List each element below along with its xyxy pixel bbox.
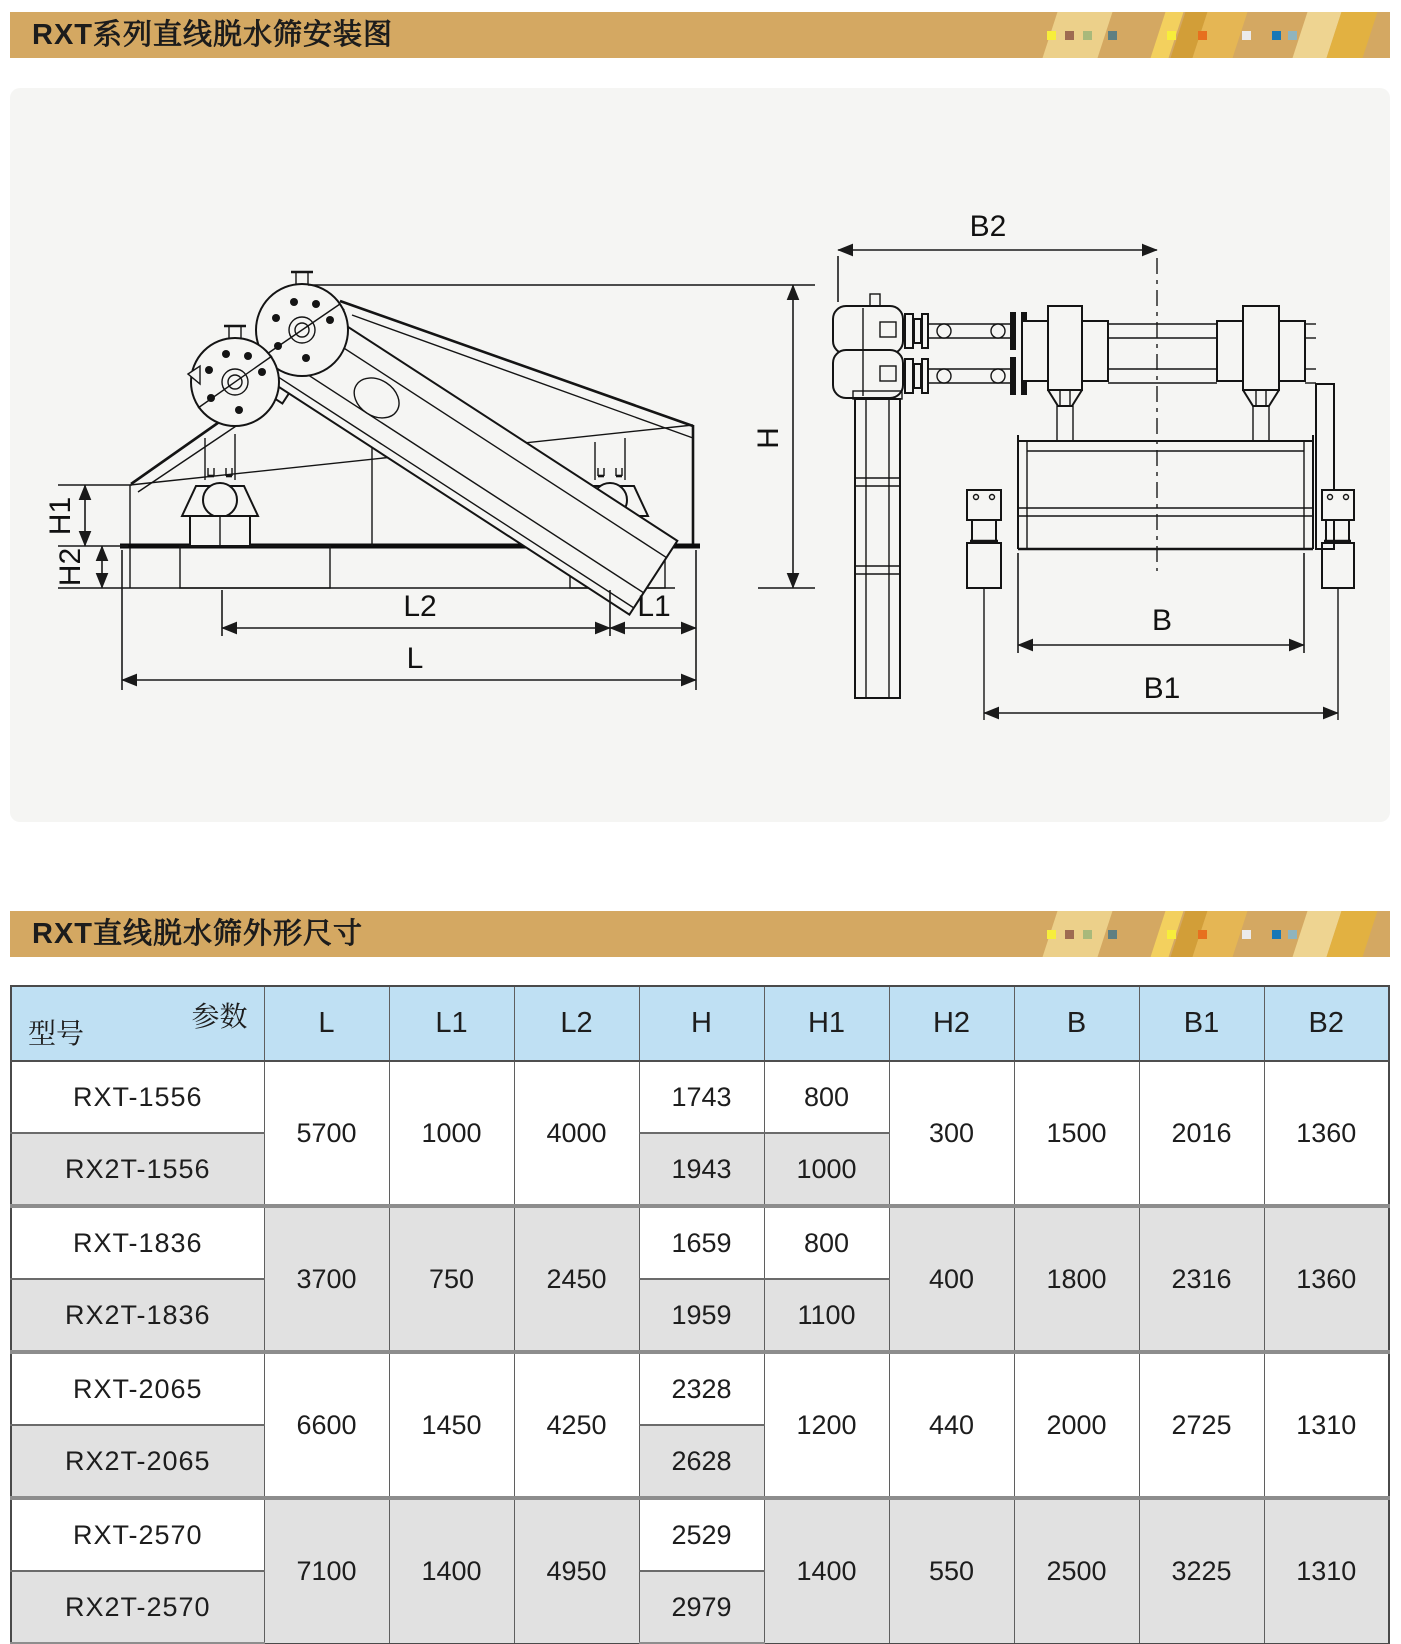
table-row bbox=[11, 1352, 1389, 1425]
screen-body-box bbox=[1018, 384, 1334, 549]
dim-label-l: L bbox=[406, 642, 424, 675]
value-H2: 400 bbox=[889, 1206, 1014, 1352]
col-header-B: B bbox=[1014, 986, 1139, 1061]
table-row bbox=[11, 1498, 1389, 1571]
col-header-L1: L1 bbox=[389, 986, 514, 1061]
deco-square bbox=[1242, 31, 1251, 40]
dim-label-b1: B1 bbox=[1143, 672, 1181, 705]
dim-label-h1: H1 bbox=[43, 496, 77, 536]
value-B2: 1360 bbox=[1264, 1206, 1389, 1352]
value-H1: 1200 bbox=[764, 1352, 889, 1498]
value-H2: 300 bbox=[889, 1061, 1014, 1206]
model-cell: RXT-2570 bbox=[11, 1498, 264, 1571]
support-foot-right bbox=[1322, 490, 1354, 720]
banner-decoration bbox=[950, 12, 1390, 58]
value-L1: 1450 bbox=[389, 1352, 514, 1498]
value-L: 6600 bbox=[264, 1352, 389, 1498]
bearing-housing-left bbox=[1022, 306, 1108, 441]
motor-support-column bbox=[853, 391, 902, 698]
value-H2: 550 bbox=[889, 1498, 1014, 1644]
deco-square bbox=[1167, 930, 1176, 939]
value-H: 2529 bbox=[639, 1498, 764, 1571]
support-foot-left bbox=[967, 490, 1001, 720]
value-L2: 2450 bbox=[514, 1206, 639, 1352]
value-B1: 2725 bbox=[1139, 1352, 1264, 1498]
deco-square bbox=[1065, 31, 1074, 40]
deco-square bbox=[1167, 31, 1176, 40]
value-H1: 1100 bbox=[764, 1279, 889, 1352]
model-cell: RX2T-2065 bbox=[11, 1425, 264, 1498]
banner-decoration bbox=[950, 911, 1390, 957]
value-H1: 1000 bbox=[764, 1133, 889, 1206]
col-header-H2: H2 bbox=[889, 986, 1014, 1061]
installation-diagram-panel bbox=[10, 88, 1390, 822]
deco-square bbox=[1288, 930, 1297, 939]
table-header-row bbox=[11, 986, 1389, 1061]
dim-label-l1: L1 bbox=[637, 590, 671, 623]
value-H1: 1400 bbox=[764, 1498, 889, 1644]
deco-square bbox=[1083, 31, 1092, 40]
col-header-H1: H1 bbox=[764, 986, 889, 1061]
deco-square bbox=[1272, 930, 1281, 939]
header-model-param bbox=[11, 986, 264, 1061]
header-model-label: 型号 bbox=[28, 1018, 85, 1049]
section-banner-installation bbox=[10, 12, 1390, 58]
table-row bbox=[11, 1206, 1389, 1279]
deco-square bbox=[1108, 31, 1117, 40]
value-H: 1743 bbox=[639, 1061, 764, 1133]
value-B1: 3225 bbox=[1139, 1498, 1264, 1644]
front-view-drawing bbox=[833, 210, 1354, 720]
model-cell: RXT-1836 bbox=[11, 1206, 264, 1279]
dim-label-h: H bbox=[751, 427, 785, 449]
value-L1: 1400 bbox=[389, 1498, 514, 1644]
section-banner-dimensions bbox=[10, 911, 1390, 957]
header-param-label: 参数 bbox=[191, 1001, 248, 1032]
section-title: RXT直线脱水筛外形尺寸 bbox=[32, 918, 364, 950]
deco-square bbox=[1047, 31, 1056, 40]
value-L1: 1000 bbox=[389, 1061, 514, 1206]
deco-square bbox=[1272, 31, 1281, 40]
table-row bbox=[11, 1061, 1389, 1133]
side-view-drawing bbox=[44, 272, 815, 690]
value-B2: 1360 bbox=[1264, 1061, 1389, 1206]
value-L2: 4000 bbox=[514, 1061, 639, 1206]
value-H2: 440 bbox=[889, 1352, 1014, 1498]
value-L: 5700 bbox=[264, 1061, 389, 1206]
bearing-housing-right bbox=[1217, 306, 1305, 441]
model-cell: RXT-2065 bbox=[11, 1352, 264, 1425]
value-H: 1959 bbox=[639, 1279, 764, 1352]
value-H: 2328 bbox=[639, 1352, 764, 1425]
value-L2: 4950 bbox=[514, 1498, 639, 1644]
dim-h2 bbox=[54, 546, 102, 588]
value-B: 1500 bbox=[1014, 1061, 1139, 1206]
deco-square bbox=[1242, 930, 1251, 939]
dim-h1 bbox=[44, 485, 132, 546]
dimension-table-wrap bbox=[10, 985, 1390, 1644]
col-header-L: L bbox=[264, 986, 389, 1061]
value-H: 2628 bbox=[639, 1425, 764, 1498]
value-B: 2000 bbox=[1014, 1352, 1139, 1498]
value-H: 1659 bbox=[639, 1206, 764, 1279]
support-spring-left bbox=[182, 434, 258, 546]
deco-square bbox=[1047, 930, 1056, 939]
dim-label-h2: H2 bbox=[53, 547, 87, 587]
col-header-H: H bbox=[639, 986, 764, 1061]
dim-label-l2: L2 bbox=[403, 590, 437, 623]
col-header-B1: B1 bbox=[1139, 986, 1264, 1061]
value-L: 3700 bbox=[264, 1206, 389, 1352]
value-H: 2979 bbox=[639, 1571, 764, 1644]
value-B2: 1310 bbox=[1264, 1352, 1389, 1498]
value-B2: 1310 bbox=[1264, 1498, 1389, 1644]
value-B1: 2016 bbox=[1139, 1061, 1264, 1206]
dimension-table bbox=[10, 985, 1390, 1644]
section-title: RXT系列直线脱水筛安装图 bbox=[32, 19, 394, 51]
deco-square bbox=[1198, 930, 1207, 939]
dim-b bbox=[1018, 553, 1304, 653]
model-cell: RX2T-2570 bbox=[11, 1571, 264, 1644]
col-header-L2: L2 bbox=[514, 986, 639, 1061]
value-H1: 800 bbox=[764, 1206, 889, 1279]
model-cell: RX2T-1556 bbox=[11, 1133, 264, 1206]
deco-square bbox=[1198, 31, 1207, 40]
technical-drawings bbox=[10, 88, 1390, 822]
model-cell: RX2T-1836 bbox=[11, 1279, 264, 1352]
value-L1: 750 bbox=[389, 1206, 514, 1352]
dim-b1 bbox=[984, 672, 1338, 713]
value-L2: 4250 bbox=[514, 1352, 639, 1498]
value-H1: 800 bbox=[764, 1061, 889, 1133]
dim-label-b2: B2 bbox=[969, 210, 1007, 243]
deco-square bbox=[1288, 31, 1297, 40]
dim-b2 bbox=[838, 210, 1157, 302]
deco-square bbox=[1083, 930, 1092, 939]
col-header-B2: B2 bbox=[1264, 986, 1389, 1061]
value-B1: 2316 bbox=[1139, 1206, 1264, 1352]
value-B: 2500 bbox=[1014, 1498, 1139, 1644]
value-H: 1943 bbox=[639, 1133, 764, 1206]
vibration-motor bbox=[833, 294, 903, 398]
deco-square bbox=[1108, 930, 1117, 939]
value-B: 1800 bbox=[1014, 1206, 1139, 1352]
model-cell: RXT-1556 bbox=[11, 1061, 264, 1133]
value-L: 7100 bbox=[264, 1498, 389, 1644]
dim-label-b: B bbox=[1151, 604, 1173, 637]
deco-square bbox=[1065, 930, 1074, 939]
